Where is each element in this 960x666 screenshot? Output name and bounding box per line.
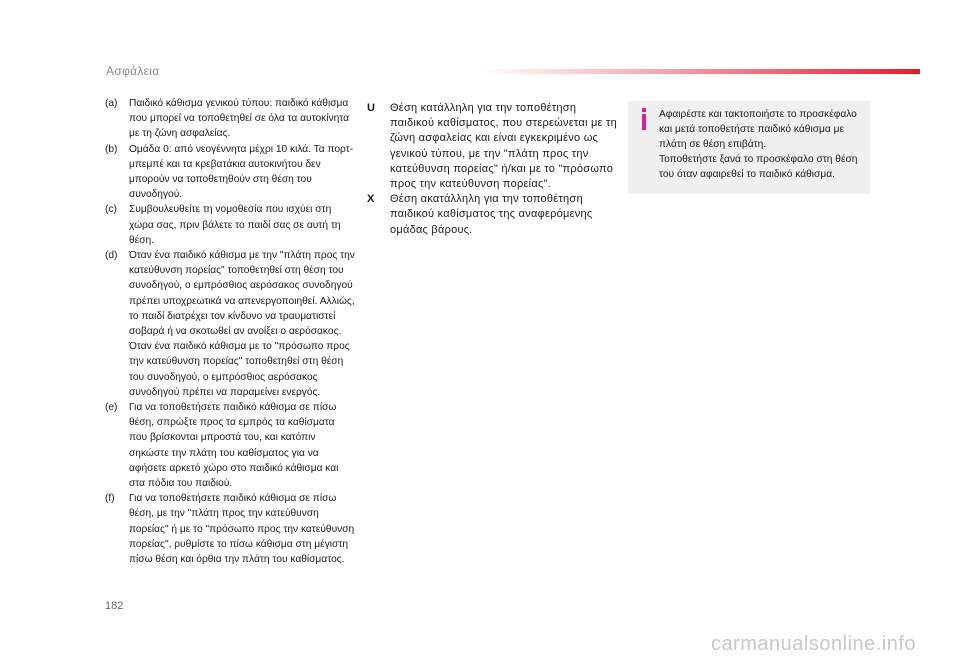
footnote-item-b: [105, 142, 355, 203]
legend-label: X: [367, 193, 375, 206]
footnote-text: Για να τοποθετήσετε παιδικό κάθισμα σε πίσω θέση, με την "πλάτη προς την κατεύθυνση πορείας" ή με το "πρόσωπο προς την κατεύθυνση πορείας", ρυθμίστε το πίσω κάθισμα στη μέγιστη πίσω θέση και όρθια την πλάτη του καθίσματος.: [129, 493, 355, 566]
legend-text: Θέση κατάλληλη για την τοποθέτηση παιδικού καθίσματος, που στερεώνεται με τη ζώνη ασφαλείας και είναι εγκεκριμένο ως γενικού τύπου, με την "πλάτη προς την κατεύθυνση πορείας" ή/και με το "πρόσωπο προς την κατεύθυνση πορείας".: [390, 102, 617, 191]
footnote-item-d: [105, 248, 355, 400]
info-icon: [639, 108, 649, 130]
footnote-item-c: [105, 202, 355, 248]
footnote-text: Όταν ένα παιδικό κάθισμα με την "πλάτη προς την κατεύθυνση πορείας" τοποθετηθεί στη θέση του συνοδηγού, ο εμπρόσθιος αερόσακος συνοδηγού πρέπει υποχρεωτικά να απενεργοποιηθεί. Αλλιώς, το παιδί διατρέχει τον κίνδυνο να τραυματιστεί σοβαρά ή να σκοτωθεί αν ανοίξει ο αερόσακος.: [129, 250, 355, 338]
section-title: Ασφάλεια: [106, 64, 160, 78]
footnote-text: Ομάδα 0: από νεογέννητα μέχρι 10 κιλά. Τα πορτ-μπεμπέ και τα κρεβατάκια αυτοκινήτου δεν μπορούν να τοποθετηθούν στη θέση του συνοδηγού.: [129, 143, 354, 201]
legend-column: [367, 101, 617, 238]
footnotes-column: [105, 96, 355, 567]
footer-watermark: carmanualsonline.info: [710, 633, 916, 655]
footnote-item-a: [105, 96, 355, 142]
page-number: 182: [105, 600, 124, 612]
info-text: [659, 107, 865, 182]
footnote-label: (a): [105, 98, 118, 109]
legend-item-x: [367, 192, 617, 238]
footnote-label: (c): [105, 204, 117, 216]
footnote-text: Συμβουλευθείτε τη νομοθεσία που ισχύει στη χώρα σας, πριν βάλετε το παιδί σας σε αυτή τη θέση.: [129, 204, 341, 246]
footnote-label: (e): [105, 402, 118, 414]
footnote-item-e: [105, 400, 355, 491]
footnote-item-f: [105, 491, 355, 567]
footnote-label: (b): [105, 143, 118, 155]
footnote-label: (d): [105, 250, 118, 262]
footnote-text: Παιδικό κάθισμα γενικού τύπου: παιδικό κάθισμα που μπορεί να τοποθετηθεί σε όλα τα αυτοκίνητα με τη ζώνη ασφαλείας.: [129, 98, 350, 140]
footnote-text: Για να τοποθετήσετε παιδικό κάθισμα σε πίσω θέση, σπρώξτε προς τα εμπρός τα καθίσματα που βρίσκονται μπροστά του, και κατόπιν σηκώστε την πλάτη του καθίσματος για να αφήσετε αρκετό χώρο στο παιδικό κάθισμα και στα πόδια του παιδιού.: [129, 402, 339, 490]
header-accent-bar: [480, 69, 920, 74]
info-paragraph: Τοποθετήστε ξανά το προσκέφαλο στη θέση του όταν αφαιρεθεί το παιδικό κάθισμα.: [659, 154, 858, 181]
footnote-text: Όταν ένα παιδικό κάθισμα με το "πρόσωπο προς την κατεύθυνση πορείας" τοποθετηθεί στη θέση του συνοδηγού, ο εμπρόσθιος αερόσακος συνοδηγού πρέπει να παραμείνει ενεργός.: [129, 341, 350, 398]
footnote-label: (f): [105, 493, 115, 505]
info-paragraph: Αφαιρέστε και τακτοποιήστε το προσκέφαλο και μετά τοποθετήστε παιδικό κάθισμα με πλάτη σε θέση επιβάτη.: [659, 109, 857, 151]
legend-text: Θέση ακατάλληλη για την τοποθέτηση παιδικού καθίσματος της αναφερόμενης ομάδας βάρους.: [390, 193, 593, 236]
legend-item-u: [367, 101, 617, 192]
legend-label: U: [367, 102, 376, 114]
info-box: [628, 101, 870, 194]
